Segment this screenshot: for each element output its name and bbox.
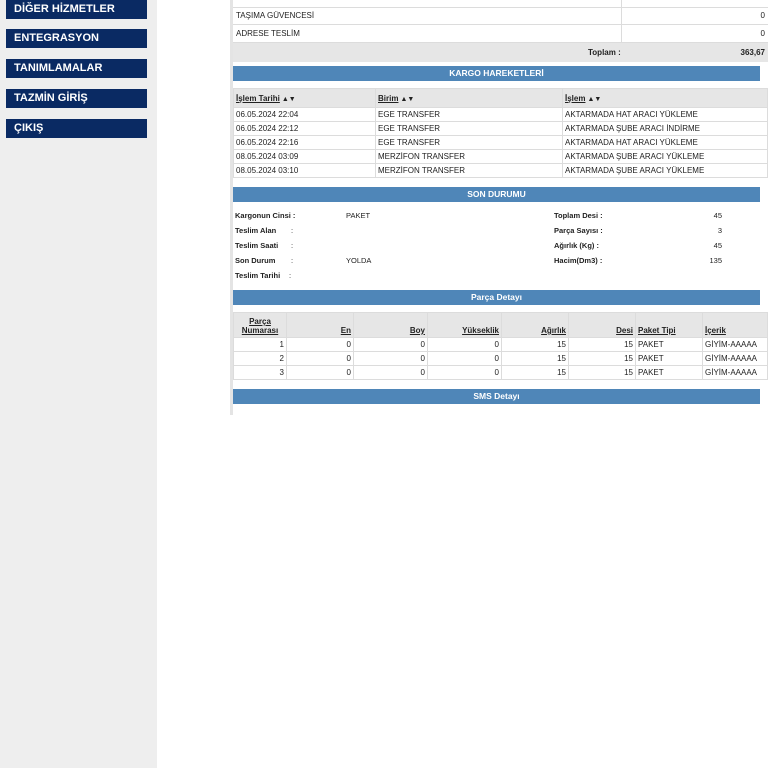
cargo-movements-table bbox=[233, 88, 768, 178]
column-header-en[interactable]: En bbox=[287, 313, 354, 338]
cell-parca-numarasi: 3 bbox=[234, 366, 287, 380]
status-value-agirlik: 45 bbox=[713, 241, 722, 250]
status-value-toplam-desi: 45 bbox=[713, 211, 722, 220]
cell-desi: 15 bbox=[569, 366, 636, 380]
cell-paket-tipi: PAKET bbox=[636, 366, 703, 380]
cell-boy: 0 bbox=[354, 338, 428, 352]
summary-column-separator bbox=[621, 25, 622, 42]
status-label-teslim-tarihi: Teslim Tarihi bbox=[235, 271, 281, 280]
table-row bbox=[234, 338, 768, 352]
cell-islem-tarihi: 08.05.2024 03:09 bbox=[234, 150, 376, 164]
status-label-teslim-alan: Teslim Alan bbox=[235, 226, 277, 235]
cell-islem: AKTARMADA ŞUBE ARACI İNDİRME bbox=[563, 122, 768, 136]
status-colon: : bbox=[289, 271, 292, 280]
column-header-label: İşlem bbox=[565, 93, 586, 103]
cell-islem-tarihi: 06.05.2024 22:04 bbox=[234, 108, 376, 122]
cell-icerik: GİYİM-AAAAA bbox=[703, 338, 768, 352]
cell-en: 0 bbox=[287, 366, 354, 380]
cell-birim: EGE TRANSFER bbox=[376, 136, 563, 150]
cargo-movements-header: KARGO HAREKETLERİ bbox=[233, 66, 760, 81]
status-value-son-durum: YOLDA bbox=[346, 256, 372, 265]
sidebar bbox=[0, 0, 157, 768]
table-row bbox=[234, 136, 768, 150]
sidebar-item-cikis[interactable]: ÇIKIŞ bbox=[6, 119, 147, 138]
cell-boy: 0 bbox=[354, 366, 428, 380]
summary-row bbox=[233, 7, 768, 25]
status-label-parca-sayisi: Parça Sayısı : bbox=[554, 226, 603, 235]
cell-desi: 15 bbox=[569, 352, 636, 366]
summary-row-label: ADRESE TESLİM bbox=[236, 29, 300, 38]
table-row bbox=[234, 122, 768, 136]
cell-yukseklik: 0 bbox=[428, 338, 502, 352]
cell-birim: MERZİFON TRANSFER bbox=[376, 150, 563, 164]
column-header-islem[interactable] bbox=[563, 89, 768, 108]
status-value-parca-sayisi: 3 bbox=[717, 226, 722, 235]
cell-icerik: GİYİM-AAAAA bbox=[703, 352, 768, 366]
cell-yukseklik: 0 bbox=[428, 352, 502, 366]
sidebar-item-diger-hizmetler[interactable]: DİĞER HİZMETLER bbox=[6, 0, 147, 19]
status-label-teslim-saati: Teslim Saati bbox=[235, 241, 279, 250]
cell-icerik: GİYİM-AAAAA bbox=[703, 366, 768, 380]
cell-boy: 0 bbox=[354, 352, 428, 366]
table-row bbox=[234, 352, 768, 366]
sidebar-item-tanimlamalar[interactable]: TANIMLAMALAR bbox=[6, 59, 147, 78]
column-header-label: İşlem Tarihi bbox=[236, 93, 280, 103]
column-header-icerik[interactable]: İçerik bbox=[703, 313, 768, 338]
status-label-son-durum: Son Durum bbox=[235, 256, 276, 265]
column-header-label: Birim bbox=[378, 93, 399, 103]
cell-agirlik: 15 bbox=[502, 366, 569, 380]
cell-agirlik: 15 bbox=[502, 338, 569, 352]
column-header-desi[interactable]: Desi bbox=[569, 313, 636, 338]
summary-column-separator bbox=[621, 0, 622, 7]
cell-paket-tipi: PAKET bbox=[636, 352, 703, 366]
sms-header: SMS Detayı bbox=[233, 389, 760, 404]
column-header-paket-tipi[interactable]: Paket Tipi bbox=[636, 313, 703, 338]
cell-islem: AKTARMADA HAT ARACI YÜKLEME bbox=[563, 108, 768, 122]
cell-yukseklik: 0 bbox=[428, 366, 502, 380]
cell-birim: EGE TRANSFER bbox=[376, 122, 563, 136]
sidebar-item-tazmin-giris[interactable]: TAZMİN GİRİŞ bbox=[6, 89, 147, 108]
sidebar-item-entegrasyon[interactable]: ENTEGRASYON bbox=[6, 29, 147, 48]
parts-table bbox=[233, 312, 768, 380]
cell-islem: AKTARMADA HAT ARACI YÜKLEME bbox=[563, 136, 768, 150]
cell-birim: EGE TRANSFER bbox=[376, 108, 563, 122]
status-label-agirlik: Ağırlık (Kg) : bbox=[554, 241, 599, 250]
status-colon: : bbox=[291, 226, 294, 235]
sort-arrows-icon[interactable]: ▲▼ bbox=[281, 95, 296, 103]
column-header-islem-tarihi[interactable] bbox=[234, 89, 376, 108]
summary-total-label: Toplam : bbox=[588, 48, 621, 57]
cell-agirlik: 15 bbox=[502, 352, 569, 366]
cell-en: 0 bbox=[287, 352, 354, 366]
cell-birim: MERZİFON TRANSFER bbox=[376, 164, 563, 178]
table-row bbox=[234, 150, 768, 164]
table-row bbox=[234, 164, 768, 178]
cell-islem-tarihi: 06.05.2024 22:12 bbox=[234, 122, 376, 136]
cell-islem-tarihi: 08.05.2024 03:10 bbox=[234, 164, 376, 178]
cell-islem: AKTARMADA ŞUBE ARACI YÜKLEME bbox=[563, 164, 768, 178]
status-colon: : bbox=[291, 256, 294, 265]
cell-en: 0 bbox=[287, 338, 354, 352]
column-header-yukseklik[interactable]: Yükseklik bbox=[428, 313, 502, 338]
cell-islem-tarihi: 06.05.2024 22:16 bbox=[234, 136, 376, 150]
status-label-kargonun-cinsi: Kargonun Cinsi : bbox=[235, 211, 296, 220]
summary-column-separator bbox=[621, 7, 622, 24]
status-label-toplam-desi: Toplam Desi : bbox=[554, 211, 603, 220]
status-header: SON DURUMU bbox=[233, 187, 760, 202]
cell-parca-numarasi: 2 bbox=[234, 352, 287, 366]
table-row bbox=[234, 108, 768, 122]
summary-row bbox=[233, 25, 768, 43]
sort-arrows-icon[interactable]: ▲▼ bbox=[587, 95, 602, 103]
status-value-kargonun-cinsi: PAKET bbox=[346, 211, 371, 220]
summary-total-value: 363,67 bbox=[740, 48, 765, 57]
table-row bbox=[234, 366, 768, 380]
status-colon: : bbox=[291, 241, 294, 250]
summary-total-row bbox=[233, 43, 768, 62]
column-header-birim[interactable] bbox=[376, 89, 563, 108]
column-header-agirlik[interactable]: Ağırlık bbox=[502, 313, 569, 338]
parts-header: Parça Detayı bbox=[233, 290, 760, 305]
status-label-hacim: Hacim(Dm3) : bbox=[554, 256, 603, 265]
sort-arrows-icon[interactable]: ▲▼ bbox=[400, 95, 415, 103]
cell-parca-numarasi: 1 bbox=[234, 338, 287, 352]
cell-desi: 15 bbox=[569, 338, 636, 352]
cell-islem: AKTARMADA ŞUBE ARACI YÜKLEME bbox=[563, 150, 768, 164]
summary-row-label: TAŞIMA GÜVENCESİ bbox=[236, 11, 315, 20]
column-header-parca-numarasi[interactable]: Parça Numarası bbox=[234, 313, 287, 338]
summary-row-value: 0 bbox=[760, 29, 765, 38]
status-value-hacim: 135 bbox=[709, 256, 722, 265]
cell-paket-tipi: PAKET bbox=[636, 338, 703, 352]
summary-row-value: 0 bbox=[760, 11, 765, 20]
column-header-boy[interactable]: Boy bbox=[354, 313, 428, 338]
